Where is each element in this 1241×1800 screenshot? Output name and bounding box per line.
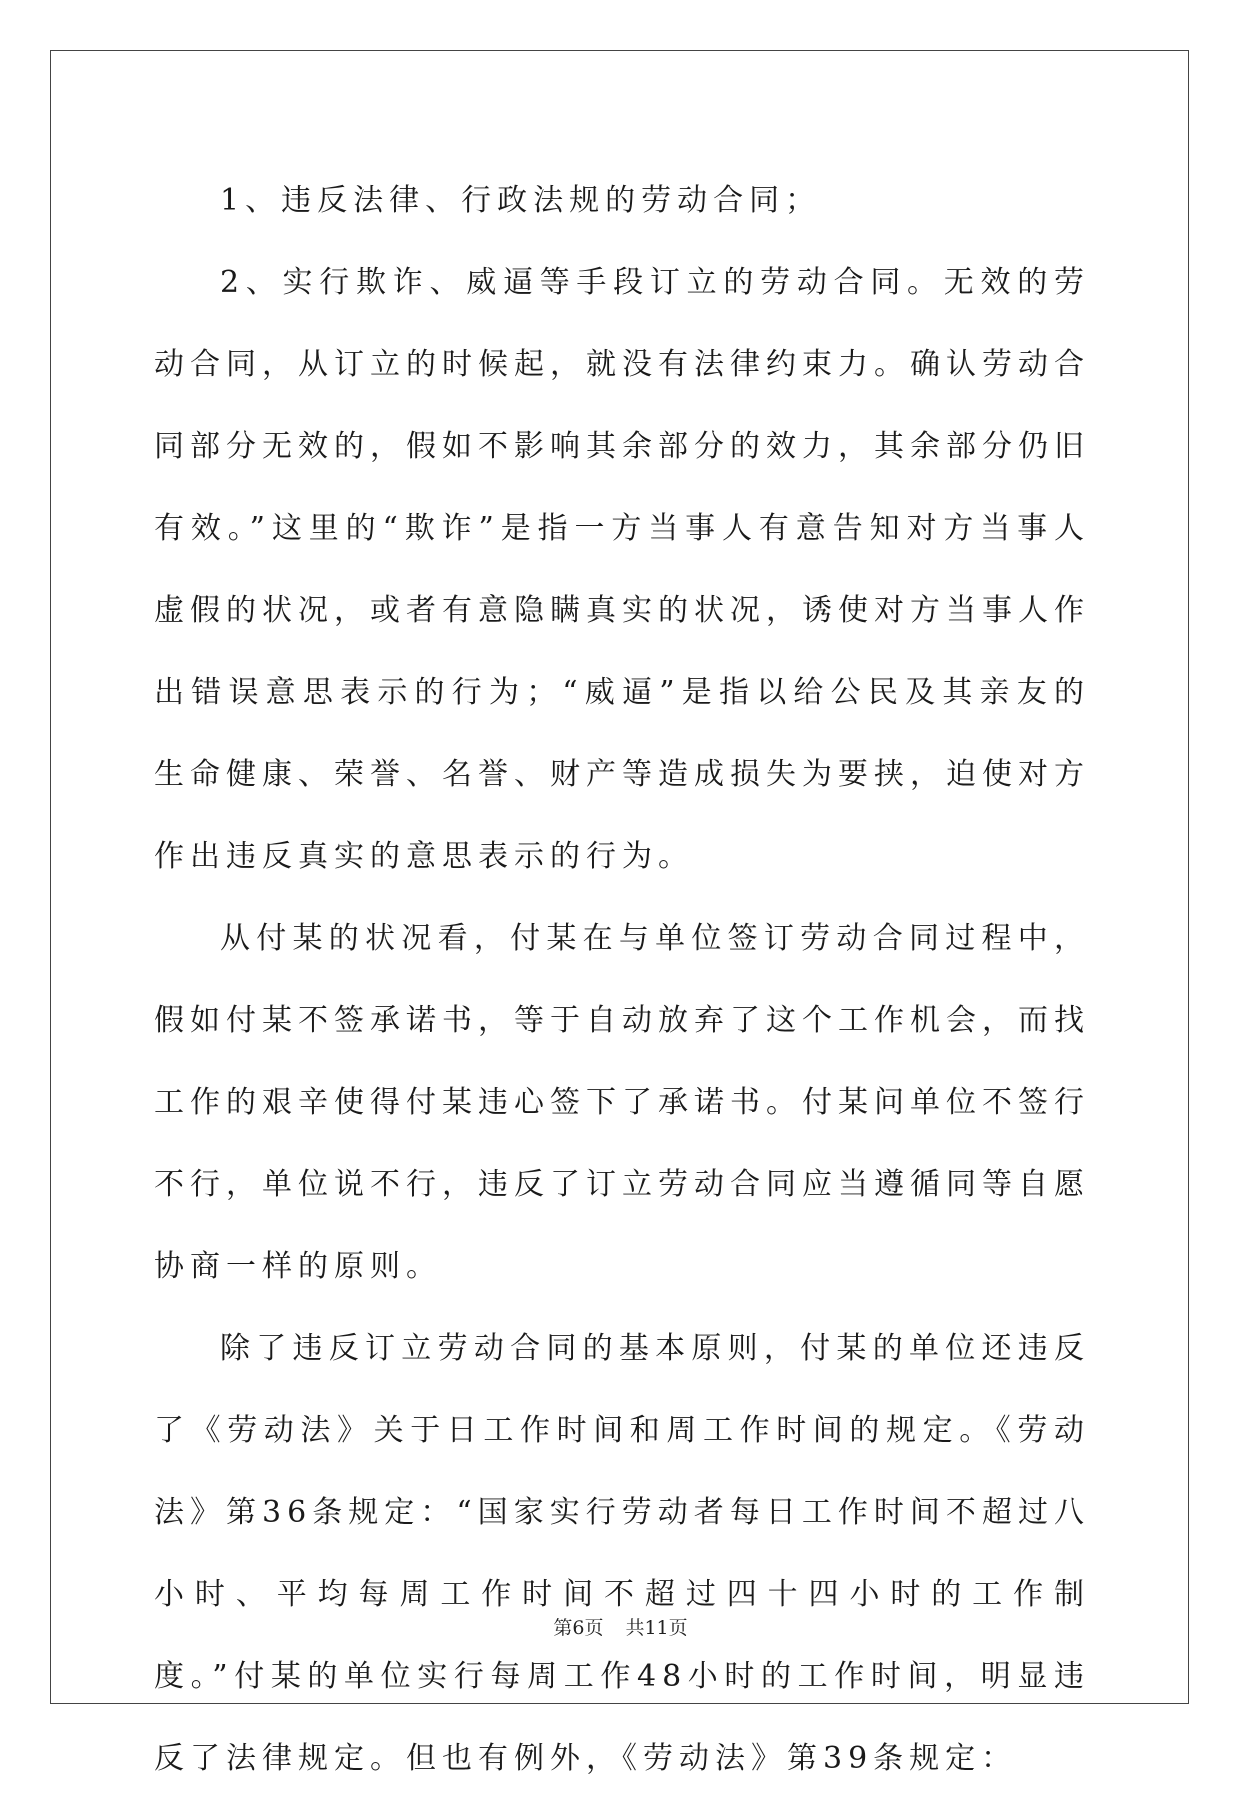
document-body bbox=[154, 160, 1090, 1800]
current-page-number: 第6页 bbox=[553, 1617, 604, 1639]
paragraph: 从付某的状况看，付某在与单位签订劳动合同过程中，假如付某不签承诺书，等于自动放弃了这个工作机会，而找工作的艰辛使得付某违心签下了承诺书。付某问单位不签行不行，单位说不行，违反了订立劳动合同应当遵循同等自愿协商一样的原则。 bbox=[154, 921, 1090, 1284]
paragraph: 除了违反订立劳动合同的基本原则，付某的单位还违反了《劳动法》关于日工作时间和周工作时间的规定。《劳动法》第36条规定：“国家实行劳动者每日工作时间不超过八小时、平均每周工作时间不超过四十四小时的工作制度。”付某的单位实行每周工作48小时的工作时间，明显违反了法律规定。但也有例外，《劳动法》第39条规定： bbox=[154, 1331, 1090, 1776]
paragraph: 1、违反法律、行政法规的劳动合同； bbox=[220, 183, 822, 218]
page-footer bbox=[0, 1616, 1241, 1640]
paragraph: 2、实行欺诈、威逼等手段订立的劳动合同。无效的劳动合同，从订立的时候起，就没有法律约束力。确认劳动合同部分无效的，假如不影响其余部分的效力，其余部分仍旧有效。”这里的“欺诈”是指一方当事人有意告知对方当事人虚假的状况，或者有意隐瞒真实的状况，诱使对方当事人作出错误意思表示的行为；“威逼”是指以给公民及其亲友的生命健康、荣誉、名誉、财产等造成损失为要挟，迫使对方作出违反真实的意思表示的行为。 bbox=[154, 265, 1090, 874]
total-pages: 共11页 bbox=[625, 1617, 688, 1639]
